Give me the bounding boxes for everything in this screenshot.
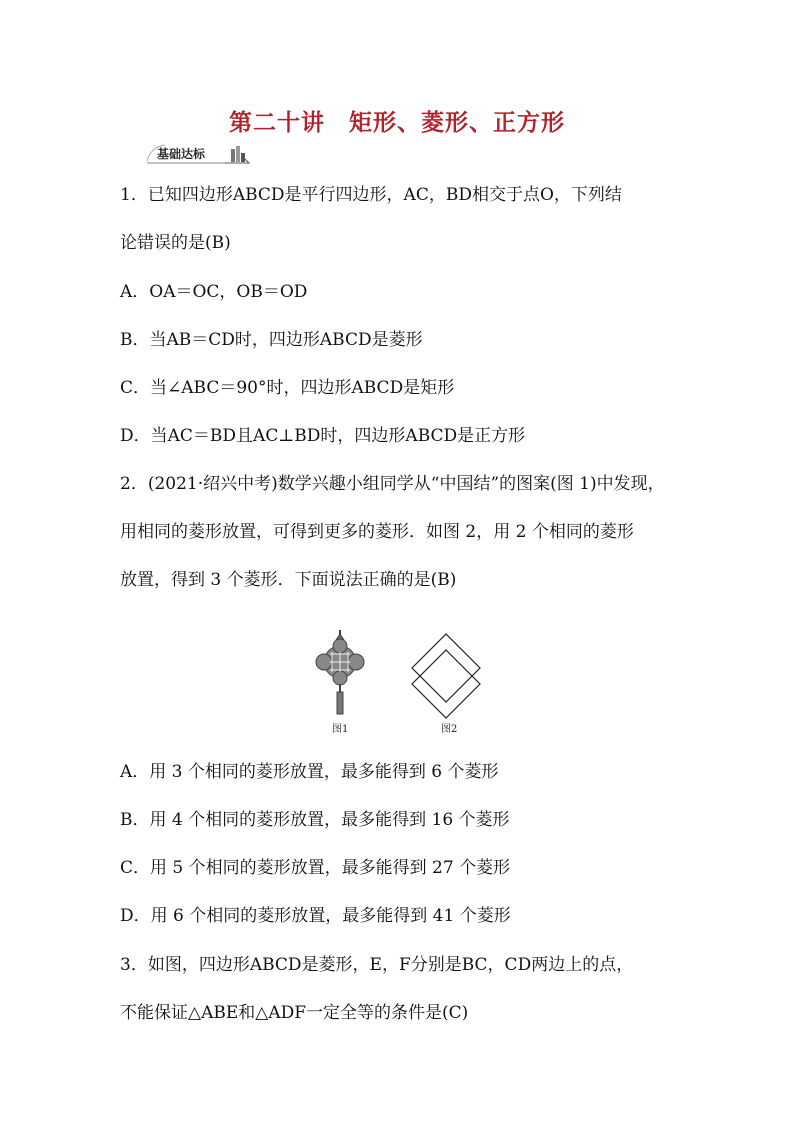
q2-option-a: A．用 3 个相同的菱形放置，最多能得到 6 个菱形 [120,762,499,782]
q2-line-2: 用相同的菱形放置，可得到更多的菱形．如图 2，用 2 个相同的菱形 [120,522,634,542]
q1-option-c: C．当∠ABC＝90°时，四边形ABCD是矩形 [120,378,455,398]
q2-line-1: 2．(2021·绍兴中考)数学兴趣小组同学从“中国结”的图案(图 1)中发现， [120,474,665,494]
q2-option-b: B．用 4 个相同的菱形放置，最多能得到 16 个菱形 [120,810,510,830]
page-title: 第二十讲 矩形、菱形、正方形 [229,110,565,136]
figure-2-caption: 图2 [441,724,458,735]
figure-1-caption: 图1 [332,724,349,735]
q3-line-2: 不能保证△ABE和△ADF一定全等的条件是(C) [120,1003,469,1023]
q3-line-1: 3．如图，四边形ABCD是菱形，E，F分别是BC，CD两边上的点， [120,955,634,975]
q2-figures [300,622,500,742]
section-badge [145,143,250,165]
q1-option-d: D．当AC＝BD且AC⊥BD时，四边形ABCD是正方形 [120,426,526,446]
q1-line-1: 1．已知四边形ABCD是平行四边形，AC，BD相交于点O，下列结 [120,185,622,205]
chinese-knot-figure [300,622,500,742]
rhombus-figure [412,634,480,718]
q2-line-3: 放置，得到 3 个菱形．下面说法正确的是(B) [120,570,457,590]
q2-option-d: D．用 6 个相同的菱形放置，最多能得到 41 个菱形 [120,906,511,926]
q1-line-2: 论错误的是(B) [120,233,231,253]
q1-option-b: B．当AB＝CD时，四边形ABCD是菱形 [120,330,423,350]
section-badge-label: 基础达标 [157,147,206,161]
q2-option-c: C．用 5 个相同的菱形放置，最多能得到 27 个菱形 [120,858,511,878]
q1-option-a: A．OA＝OC，OB＝OD [120,282,308,302]
